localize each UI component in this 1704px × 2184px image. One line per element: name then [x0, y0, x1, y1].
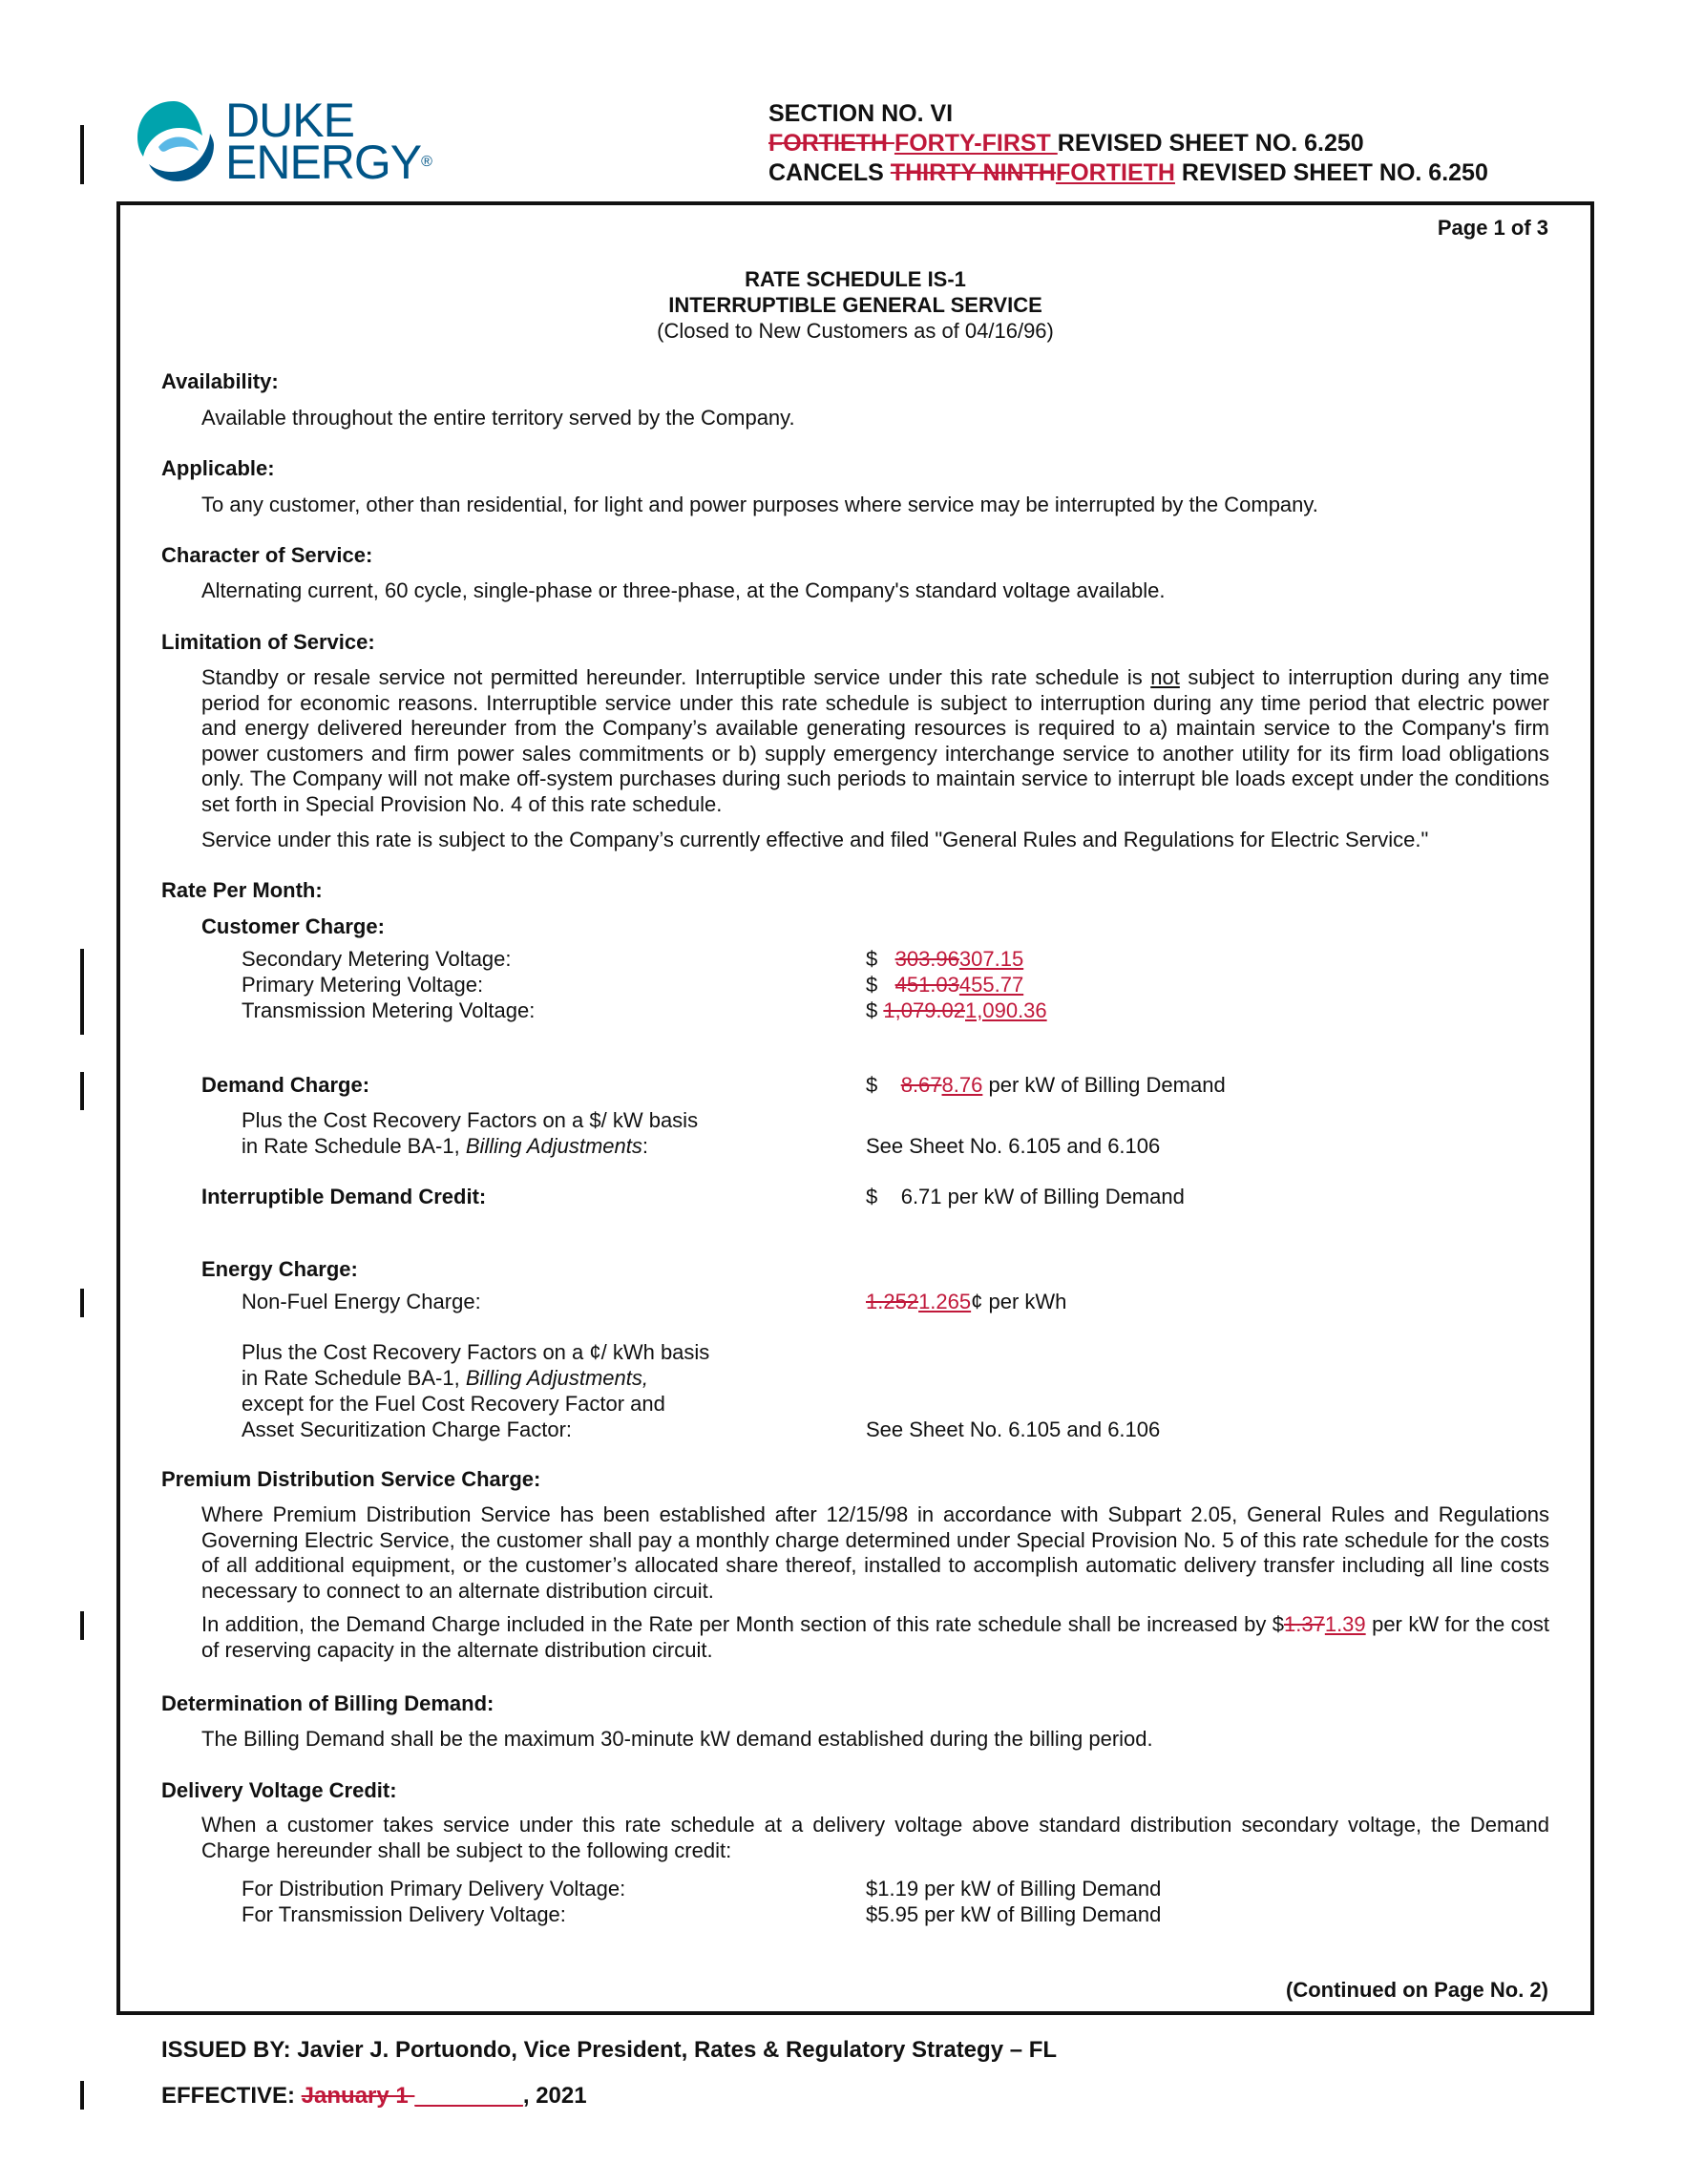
limitation-paragraph: Standby or resale service not permitted hereunder. Interruptible service under this rate schedule is not subject to interruption during any time period for economic reasons. Interruptible service under this rate schedule is subject to interruption during any time period that electric power and energy delivered hereunder from the Company’s available generating resources is required to a) maintain service to the Company's firm power customers and firm power sales commitments or b) supply emergency interchange service to another utility for its firm load obligations only. The Company will not make off-system purchases during such periods to maintain service to interrupt ble loads except under the conditions set forth in Special Provision No. 4 of this rate schedule.	[201, 665, 1549, 816]
schedule-title: RATE SCHEDULE IS-1	[745, 267, 966, 291]
delivery-transmission-value: $5.95 per kW of Billing Demand	[866, 1902, 1162, 1926]
billing-demand-heading: Determination of Billing Demand:	[161, 1691, 494, 1715]
transmission-metering-label: Transmission Metering Voltage:	[242, 998, 536, 1022]
logo-word-duke: DUKE	[225, 94, 354, 147]
change-bar	[80, 1072, 84, 1110]
billing-demand-text: The Billing Demand shall be the maximum 30-minute kW demand established during the billing period.	[201, 1727, 1153, 1751]
demand-plus-line1: Plus the Cost Recovery Factors on a $/ kW basis	[242, 1108, 699, 1132]
revised-sheet-line: FORTIETH FORTY-FIRST REVISED SHEET NO. 6.250	[768, 130, 1364, 157]
transmission-metering-value: $ 1,079.021,090.36	[866, 998, 1047, 1022]
premium-paragraph: Where Premium Distribution Service has been established after 12/15/98 in accordance with Subpart 2.05, General Rules and Regulations Governing Electric Service, the customer shall pay a monthly charge determined under Special Provision No. 5 of this rate schedule for the costs of all additional equipment, or the customer’s allocated share thereof, installed to accomplish automatic delivery transfer including all line costs necessary to connect to an alternate distribution circuit.	[201, 1502, 1549, 1603]
demand-charge-heading: Demand Charge:	[201, 1073, 370, 1097]
cancels-sheet-line: CANCELS THIRTY NINTHFORTIETH REVISED SHEET NO. 6.250	[768, 159, 1488, 186]
limitation-heading: Limitation of Service:	[161, 630, 375, 654]
schedule-subtitle: INTERRUPTIBLE GENERAL SERVICE	[668, 293, 1042, 317]
availability-heading: Availability:	[161, 369, 279, 393]
delivery-credit-paragraph: When a customer takes service under this rate schedule at a delivery voltage above standard distribution secondary voltage, the Demand Charge hereunder shall be subject to the following credit:	[201, 1813, 1549, 1862]
energy-plus-line3: except for the Fuel Cost Recovery Factor and	[242, 1392, 665, 1416]
page-label: Page 1 of 3	[1437, 216, 1548, 240]
energy-plus-line1: Plus the Cost Recovery Factors on a ¢/ kWh basis	[242, 1340, 710, 1364]
secondary-metering-label: Secondary Metering Voltage:	[242, 947, 512, 971]
rate-heading: Rate Per Month:	[161, 878, 323, 902]
change-bar	[80, 1611, 84, 1640]
energy-plus-line4: Asset Securitization Charge Factor:	[242, 1418, 573, 1441]
duke-energy-logo	[130, 92, 431, 189]
energy-charge-heading: Energy Charge:	[201, 1257, 358, 1281]
change-bar	[80, 1289, 84, 1317]
delivery-transmission-label: For Transmission Delivery Voltage:	[242, 1902, 566, 1926]
character-text: Alternating current, 60 cycle, single-phase or three-phase, at the Company's standard voltage available.	[201, 578, 1166, 602]
energy-plus-line2: in Rate Schedule BA-1, Billing Adjustments,	[242, 1366, 648, 1390]
demand-plus-line2: in Rate Schedule BA-1, Billing Adjustments:	[242, 1134, 648, 1158]
energy-see-sheet: See Sheet No. 6.105 and 6.106	[866, 1418, 1161, 1441]
section-number: SECTION NO. VI	[768, 100, 954, 127]
premium-heading: Premium Distribution Service Charge:	[161, 1467, 541, 1491]
delivery-credit-heading: Delivery Voltage Credit:	[161, 1778, 397, 1802]
premium-addition-paragraph: In addition, the Demand Charge included in the Rate per Month section of this rate schedule shall be increased by $1.371.39 per kW for the cost of reserving capacity in the alternate distribution circuit.	[201, 1612, 1549, 1662]
effective-date: EFFECTIVE: January 1 ______ __, 2021	[161, 2083, 587, 2109]
applicable-text: To any customer, other than residential, for light and power purposes where service may be interrupted by the Company.	[201, 493, 1318, 516]
primary-metering-label: Primary Metering Voltage:	[242, 973, 484, 997]
availability-text: Available throughout the entire territory served by the Company.	[201, 406, 795, 430]
duke-energy-swirl-icon	[130, 95, 218, 183]
issued-by: ISSUED BY: Javier J. Portuondo, Vice President, Rates & Regulatory Strategy – FL	[161, 2037, 1058, 2063]
change-bar	[80, 2081, 84, 2110]
sheet-header	[768, 99, 1488, 188]
demand-charge-value: $ 8.678.76 per kW of Billing Demand	[866, 1073, 1226, 1097]
change-bar	[80, 125, 84, 184]
nonfuel-energy-value: 1.2521.265¢ per kWh	[866, 1290, 1067, 1313]
limitation-rules-text: Service under this rate is subject to the Company’s currently effective and filed "General Rules and Regulations for Electric Service."	[201, 828, 1429, 851]
nonfuel-energy-label: Non-Fuel Energy Charge:	[242, 1290, 481, 1313]
character-heading: Character of Service:	[161, 543, 373, 567]
continued-note: (Continued on Page No. 2)	[1286, 1978, 1548, 2002]
logo-word-energy: ENERGY®	[225, 136, 431, 189]
delivery-primary-label: For Distribution Primary Delivery Voltage:	[242, 1877, 626, 1900]
primary-metering-value: $ 451.03455.77	[866, 973, 1024, 997]
applicable-heading: Applicable:	[161, 456, 275, 480]
secondary-metering-value: $ 303.96307.15	[866, 947, 1024, 971]
customer-charge-heading: Customer Charge:	[201, 914, 385, 938]
delivery-primary-value: $1.19 per kW of Billing Demand	[866, 1877, 1162, 1900]
interruptible-credit-value: $ 6.71 per kW of Billing Demand	[866, 1185, 1185, 1208]
demand-see-sheet: See Sheet No. 6.105 and 6.106	[866, 1134, 1161, 1158]
interruptible-credit-heading: Interruptible Demand Credit:	[201, 1185, 487, 1208]
schedule-note: (Closed to New Customers as of 04/16/96)	[657, 319, 1054, 343]
change-bar	[80, 949, 84, 1035]
